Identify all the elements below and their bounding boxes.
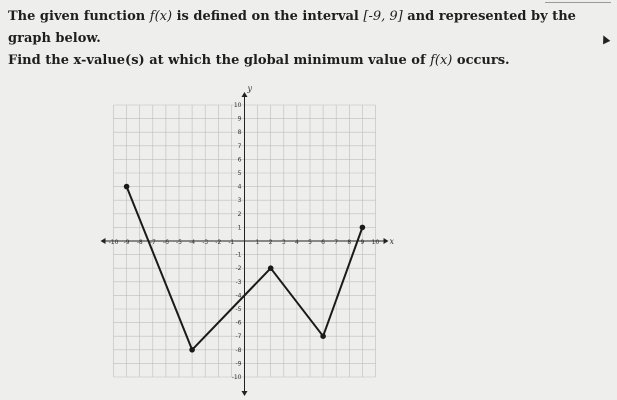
y-tick-label: -2 [235, 265, 242, 273]
x-tick-label: 7 [334, 239, 339, 246]
x-tick-label: 3 [281, 239, 286, 246]
x-tick-label: 1 [255, 239, 260, 246]
interval: [-9, 9] [363, 9, 403, 24]
x-tick-label: 8 [347, 239, 352, 246]
x-tick-label: 4 [294, 239, 299, 246]
data-point [189, 347, 195, 353]
x-tick-label: -6 [162, 239, 169, 246]
y-tick-label: 2 [237, 210, 242, 218]
data-point [124, 184, 130, 190]
x-tick-label: -10 [108, 239, 119, 246]
x-tick-label: 6 [321, 239, 326, 246]
x-axis-arrow-left-icon [101, 238, 106, 244]
text-segment: The given function [8, 9, 150, 24]
x-tick-label: -8 [136, 239, 143, 246]
x-tick-label: 10 [371, 239, 380, 246]
x-tick-label: -7 [149, 239, 156, 246]
x-tick-label: -1 [228, 239, 235, 246]
y-tick-label: 8 [237, 129, 242, 137]
y-tick-label: -9 [235, 360, 242, 368]
x-tick-label: -9 [123, 239, 130, 246]
text-segment: is defined on the interval [172, 9, 364, 24]
y-tick-label: 10 [233, 102, 242, 109]
y-tick-label: 1 [237, 224, 242, 232]
y-tick-label: -3 [235, 278, 242, 286]
data-point [268, 265, 274, 271]
y-tick-label: -5 [235, 306, 242, 313]
y-axis-arrow-down-icon [242, 391, 248, 396]
y-axis-label: y [247, 84, 253, 93]
text-segment: occurs. [452, 53, 510, 68]
text-segment: Find the x-value(s) at which the global minimum value of [8, 53, 431, 68]
x-tick-label: -2 [215, 239, 222, 246]
function-name: f(x) [149, 9, 173, 24]
x-tick-label: 5 [308, 239, 312, 246]
y-tick-label: 4 [237, 183, 242, 191]
y-tick-label: -7 [235, 333, 242, 341]
x-tick-label: -4 [189, 239, 196, 246]
x-tick-label: 9 [360, 239, 365, 246]
y-tick-label: 9 [237, 115, 242, 123]
data-point [360, 225, 366, 231]
function-name: f(x) [430, 53, 453, 68]
y-tick-label: 6 [237, 156, 242, 164]
y-tick-label: 3 [237, 197, 242, 205]
x-axis-arrow-right-icon [384, 238, 389, 244]
y-tick-label: 5 [237, 170, 242, 177]
y-tick-label: -6 [235, 319, 242, 327]
text-segment: and represented by the graph below. [8, 9, 576, 46]
y-tick-label: 7 [237, 142, 242, 150]
x-tick-label: -3 [202, 239, 209, 246]
x-tick-label: 2 [268, 239, 273, 246]
data-point [320, 333, 326, 339]
y-tick-label: -1 [235, 251, 242, 259]
y-tick-label: -8 [235, 346, 242, 354]
x-axis-label: x [389, 237, 395, 246]
x-tick-label: -5 [176, 239, 182, 246]
y-tick-label: -4 [235, 292, 242, 300]
y-tick-label: -10 [231, 374, 242, 381]
